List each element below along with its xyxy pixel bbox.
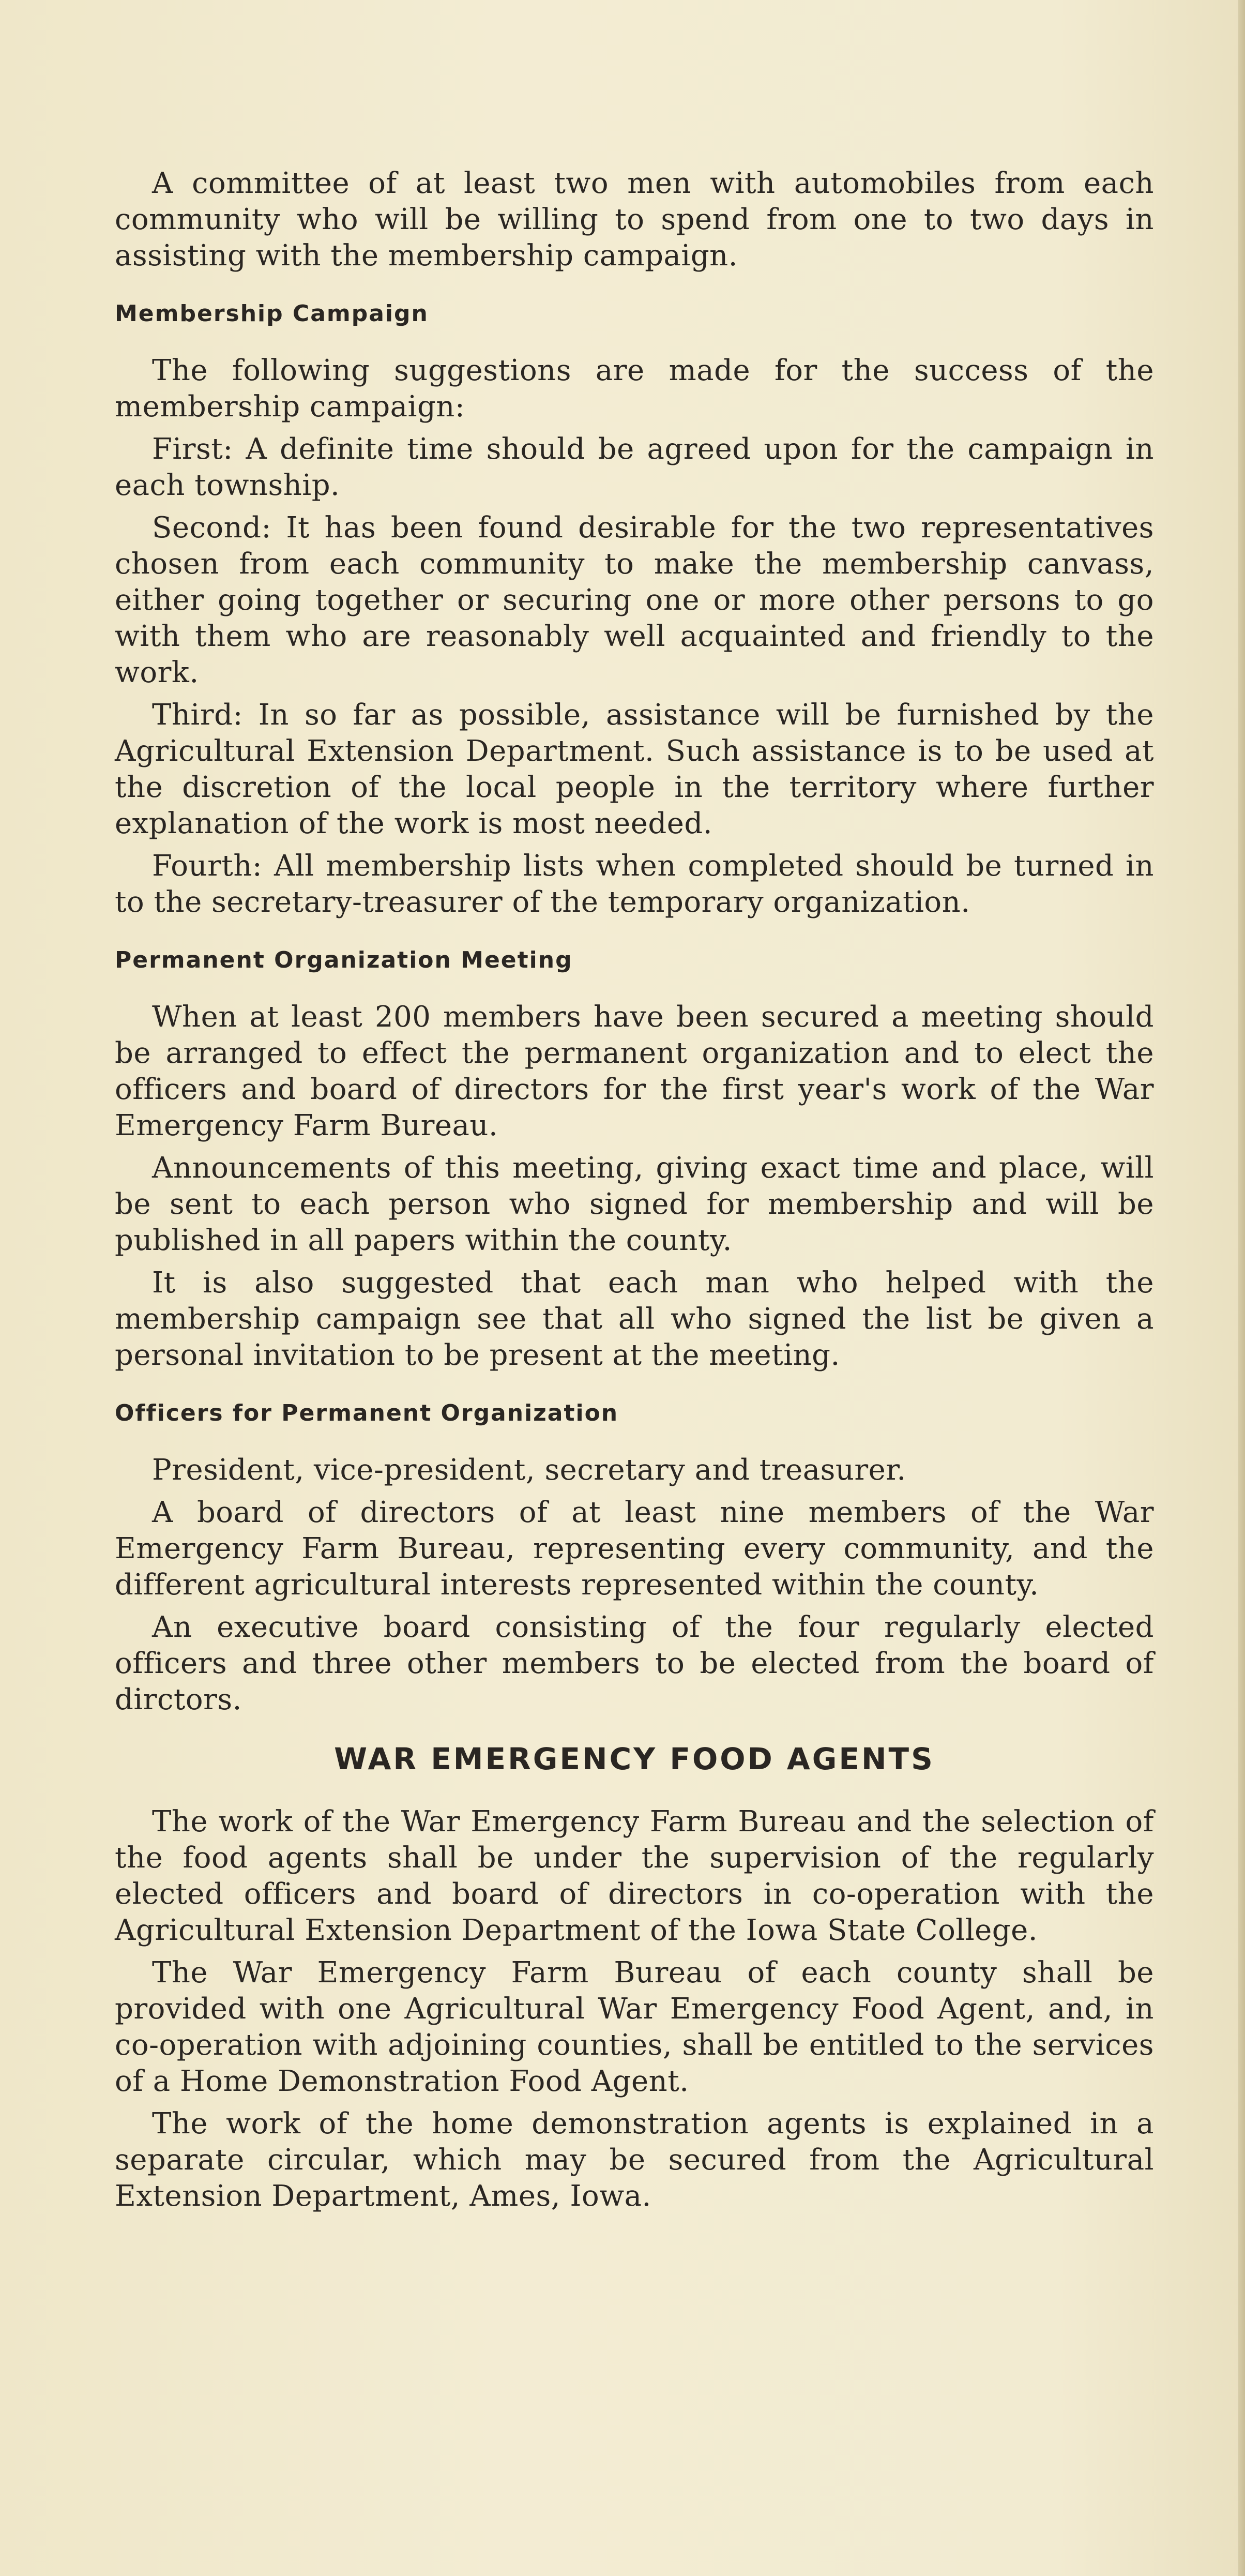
paragraph: The work of the War Emergency Farm Bureau and the selection of the food agents shall be under the supervision of the regularly elected officers and board of directors in co-operation with the Agricultural Extension Department of the Iowa State College. <box>115 1805 1154 1947</box>
paragraph: An executive board consisting of the four regularly elected officers and three other members to be elected from the board of dirctors. <box>115 1610 1154 1716</box>
paragraph: First: A definite time should be agreed upon for the campaign in each township. <box>115 432 1154 502</box>
page-edge <box>1238 0 1245 2576</box>
paragraph: Third: In so far as possible, assistance will be furnished by the Agricultural Extension Department. Such assistance is to be used at the discretion of the local people in the territory where further explanation of the work is most needed. <box>115 698 1154 840</box>
paragraph: A board of directors of at least nine members of the War Emergency Farm Bureau, representing every community, and the different agricultural interests represented within the county. <box>115 1496 1154 1602</box>
paragraph: Fourth: All membership lists when completed should be turned in to the secretary-treasurer of the temporary organization. <box>115 849 1154 919</box>
paragraph: It is also suggested that each man who helped with the membership campaign see that all who signed the list be given a personal invitation to be present at the meeting. <box>115 1266 1154 1372</box>
paragraph: President, vice-president, secretary and treasurer. <box>152 1453 906 1487</box>
paragraph: The following suggestions are made for the success of the membership campaign: <box>115 354 1154 424</box>
paragraph: When at least 200 members have been secured a meeting should be arranged to effect the permanent organization and to elect the officers and board of directors for the first year's work of the War Emergency Farm Bureau. <box>115 1000 1154 1142</box>
paragraph: Second: It has been found desirable for the two representatives chosen from each community to make the membership canvass, either going together or securing one or more other persons to go with them who are reasonably well acquainted and friendly to the work. <box>115 511 1154 689</box>
heading-officers: Officers for Permanent Organization <box>115 1400 619 1426</box>
paragraph: The work of the home demonstration agents is explained in a separate circular, which may be secured from the Agricultural Extension Department, Ames, Iowa. <box>115 2107 1154 2213</box>
intro-paragraph: A committee of at least two men with automobiles from each community who will be willing to spend from one to two days in assisting with the membership campaign. <box>115 167 1154 273</box>
heading-food-agents: WAR EMERGENCY FOOD AGENTS <box>334 1741 935 1776</box>
paragraph: Announcements of this meeting, giving exact time and place, will be sent to each person who signed for membership and will be published in all papers within the county. <box>115 1151 1154 1257</box>
document-body <box>115 165 1154 2221</box>
paragraph: The War Emergency Farm Bureau of each county shall be provided with one Agricultural War Emergency Food Agent, and, in co-operation with adjoining counties, shall be entitled to the services of a Home Demonstration Food Agent. <box>115 1956 1154 2098</box>
heading-membership-campaign: Membership Campaign <box>115 300 429 327</box>
heading-permanent-organization-meeting: Permanent Organization Meeting <box>115 947 573 973</box>
